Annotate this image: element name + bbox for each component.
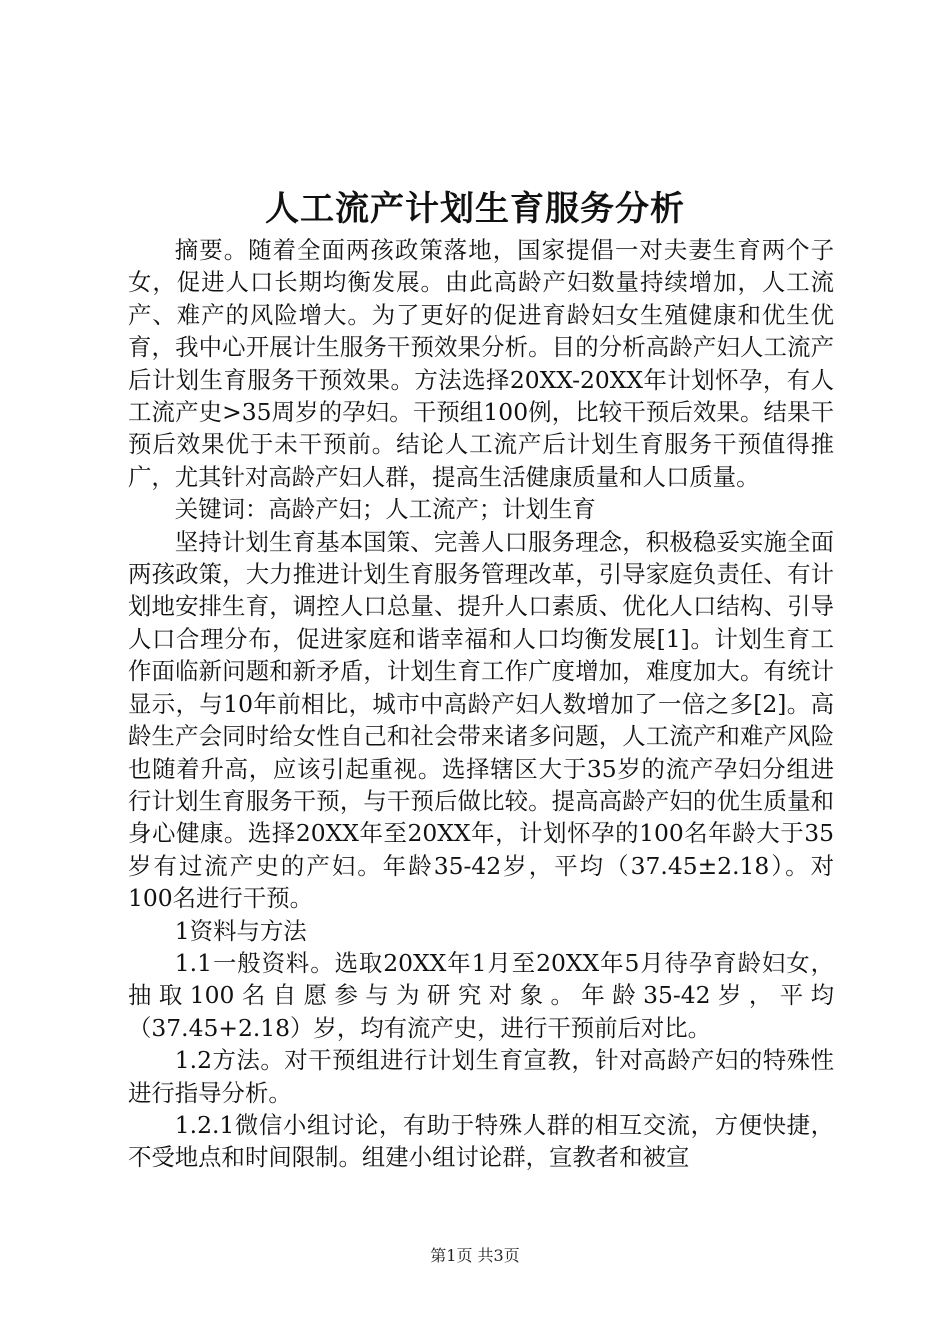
- document-body: [128, 234, 834, 1174]
- general-data-paragraph: 1.1一般资料。选取20XX年1月至20XX年5月待孕育龄妇女，抽取100名自愿参与为研究对象。年龄35-42岁，平均（37.45+2.18）岁，均有流产史，进行干预前后对比。: [128, 948, 834, 1042]
- methods-paragraph: 1.2方法。对干预组进行计划生育宣教，针对高龄产妇的特殊性进行指导分析。: [128, 1046, 834, 1107]
- introduction-paragraph: 坚持计划生育基本国策、完善人口服务理念，积极稳妥实施全面两孩政策，大力推进计划生育服务管理改革，引导家庭负责任、有计划地安排生育，调控人口总量、提升人口素质、优化人口结构、引导人口合理分布，促进家庭和谐幸福和人口均衡发展[1]。计划生育工作面临新问题和新矛盾，计划生育工作广度增加，难度加大。有统计显示，与10年前相比，城市中高龄产妇人数增加了一倍之多[2]。高龄生产会同时给女性自己和社会带来诸多问题，人工流产和难产风险也随着升高，应该引起重视。选择辖区大于35岁的流产孕妇分组进行计划生育服务干预，与干预后做比较。提高高龄产妇的优生质量和身心健康。选择20XX年至20XX年，计划怀孕的100名年龄大于35岁有过流产史的产妇。年龄35-42岁，平均（37.45±2.18）。对100名进行干预。: [128, 527, 834, 913]
- keywords-paragraph: 关键词：高龄产妇；人工流产；计划生育: [174, 495, 596, 524]
- page-number-footer: 第1页 共3页: [430, 1246, 520, 1265]
- wechat-group-paragraph: 1.2.1微信小组讨论，有助于特殊人群的相互交流，方便快捷，不受地点和时间限制。组建小组讨论群，宣教者和被宣: [128, 1110, 834, 1172]
- abstract-paragraph: 摘要。随着全面两孩政策落地，国家提倡一对夫妻生育两个子女，促进人口长期均衡发展。由此高龄产妇数量持续增加，人工流产、难产的风险增大。为了更好的促进育龄妇女生殖健康和优生优育，我中心开展计生服务干预效果分析。目的分析高龄产妇人工流产后计划生育服务干预效果。方法选择20XX-20XX年计划怀孕，有人工流产史>35周岁的孕妇。干预组100例，比较干预后效果。结果干预后效果优于未干预前。结论人工流产后计划生育服务干预值得推广，尤其针对高龄产妇人群，提高生活健康质量和人口质量。: [128, 236, 834, 491]
- document-title: 人工流产计划生育服务分析: [265, 189, 685, 229]
- section-heading-materials-methods: 1资料与方法: [174, 916, 307, 945]
